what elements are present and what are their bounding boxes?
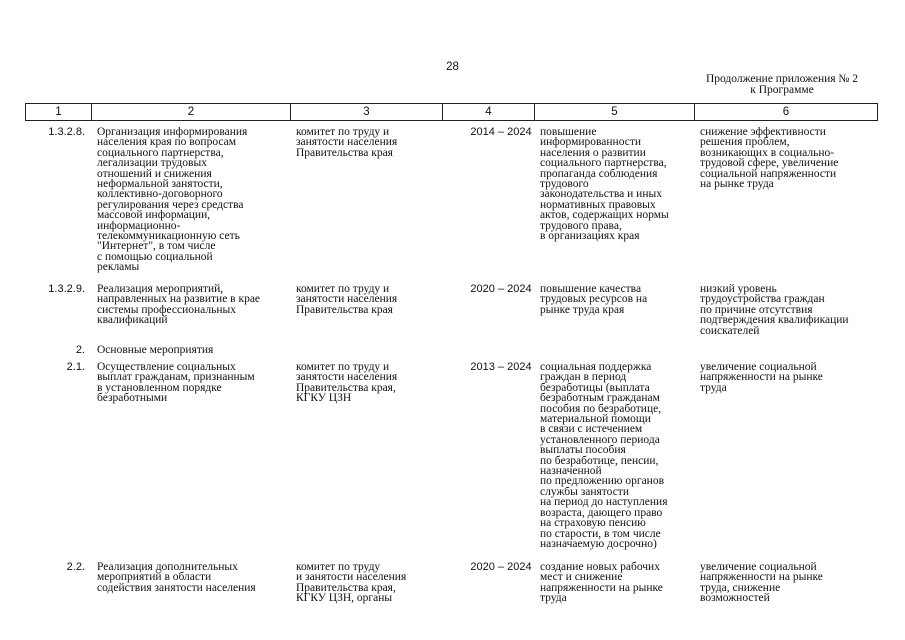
consequence-cell: снижение эффективности решения проблем, возникающих в социально- трудовой сфере, увеличение социальной напряженности на рынке труда bbox=[700, 126, 839, 191]
page-number: 28 bbox=[446, 61, 459, 73]
appendix-note bbox=[690, 74, 874, 96]
period-cell: 2020 – 2024 bbox=[470, 561, 532, 573]
executor-cell: комитет по труду и занятости населения Правительства края, КГКУ ЦЗН bbox=[296, 361, 398, 405]
row-number: 1.3.2.8. bbox=[48, 126, 85, 138]
expected-result-cell: повышение качества трудовых ресурсов на рынке труда края bbox=[540, 283, 648, 316]
period-cell: 2014 – 2024 bbox=[470, 126, 532, 138]
row-number: 1.3.2.9. bbox=[48, 283, 85, 295]
row-number: 2. bbox=[75, 344, 85, 356]
executor-cell: комитет по труду и занятости населения Правительства края, КГКУ ЦЗН, органы bbox=[296, 561, 407, 605]
row-number: 2.1. bbox=[66, 361, 85, 373]
activity-cell: Реализация мероприятий, направленных на развитие в крае системы профессиональных квалификаций bbox=[97, 283, 261, 327]
expected-result-cell: социальная поддержка граждан в период безработицы (выплата безработным гражданам пособия по безработице, материальной помощи в связи с истечением установленного периода выплаты пособия по безработице, пенсии, назначенной по предложению органов службы занятости на период до наступления возраста, дающего право на страховую пенсию по старости, в том числе назначаемую досрочно) bbox=[540, 361, 668, 550]
expected-result-cell: создание новых рабочих мест и снижение напряженности на рынке труда bbox=[540, 561, 663, 605]
activity-cell: Осуществление социальных выплат гражданам, признанным в установленном порядке безработными bbox=[97, 361, 255, 405]
period-cell: 2020 – 2024 bbox=[470, 283, 532, 295]
header-col-1: 1 bbox=[26, 104, 92, 121]
consequence-cell: низкий уровень трудоустройства граждан по причине отсутствия подтверждения квалификации соискателей bbox=[700, 283, 849, 337]
consequence-cell: увеличение социальной напряженности на рынке труда, снижение возможностей bbox=[700, 561, 823, 605]
activity-cell: Организация информирования населения края по вопросам социального партнерства, легализации трудовых отношений и снижения неформальной занятости, коллективно-договорного регулирования через средства массовой информации, информационно- телекоммуникационную сеть "Интернет", в том числе с помощью социальной рекламы bbox=[97, 126, 248, 274]
section-heading: Основные мероприятия bbox=[97, 344, 214, 356]
expected-result-cell: повышение информированности населения о развитии социального партнерства, пропаганда соблюдения трудового законодательства и иных нормативных правовых актов, содержащих нормы трудового права, в организациях края bbox=[540, 126, 669, 243]
executor-cell: комитет по труду и занятости населения Правительства края bbox=[296, 126, 398, 159]
row-number: 2.2. bbox=[66, 561, 85, 573]
appendix-line-1: Продолжение приложения № 2 bbox=[705, 73, 859, 85]
consequence-cell: увеличение социальной напряженности на рынке труда bbox=[700, 361, 823, 394]
executor-cell: комитет по труду и занятости населения Правительства края bbox=[296, 283, 398, 316]
header-col-3: 3 bbox=[291, 104, 443, 121]
activity-cell: Реализация дополнительных мероприятий в области содействия занятости населения bbox=[97, 561, 256, 594]
appendix-line-2: к Программе bbox=[750, 84, 814, 96]
header-col-5: 5 bbox=[535, 104, 695, 121]
header-col-4: 4 bbox=[443, 104, 535, 121]
header-col-2: 2 bbox=[92, 104, 291, 121]
header-col-6: 6 bbox=[695, 104, 878, 121]
column-number-header bbox=[25, 103, 878, 121]
period-cell: 2013 – 2024 bbox=[470, 361, 532, 373]
